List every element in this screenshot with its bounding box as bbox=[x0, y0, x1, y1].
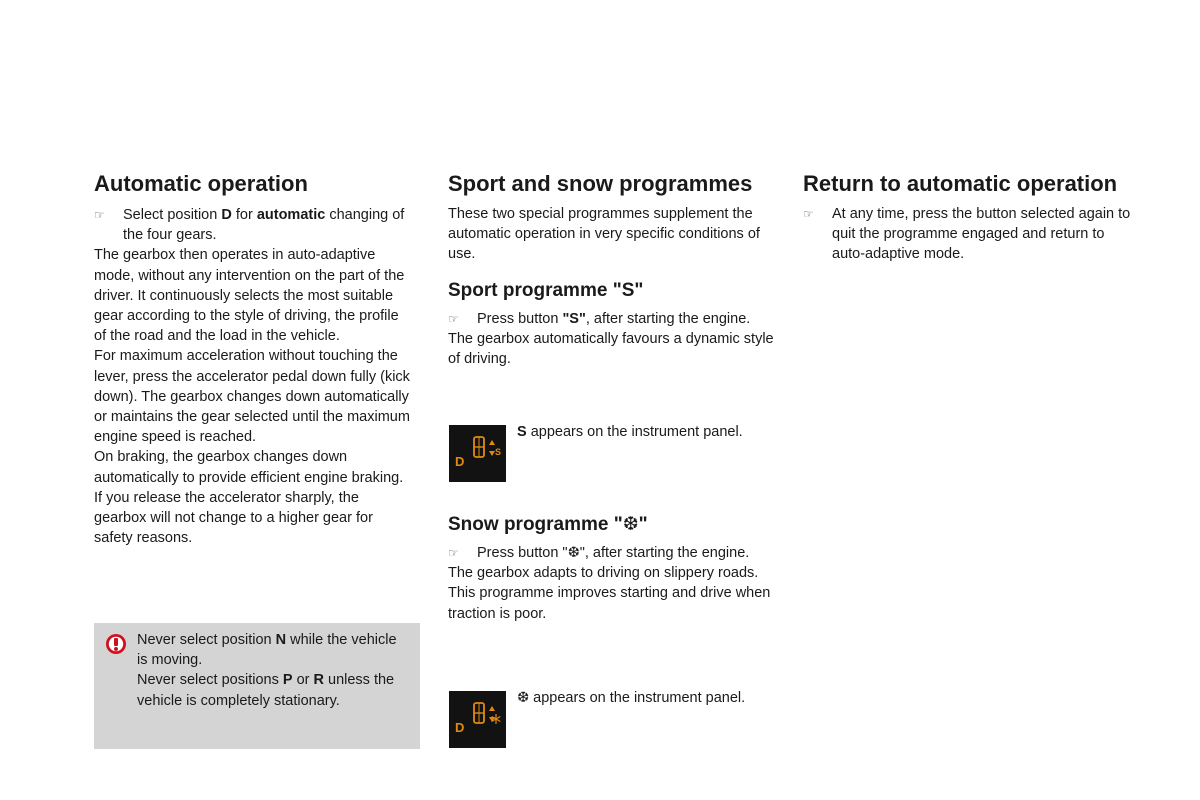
paragraph-braking: On braking, the gearbox changes down automatically to provide efficient engine braking. bbox=[94, 449, 404, 486]
gearbox-display-icon bbox=[449, 425, 506, 482]
column-return-automatic bbox=[803, 172, 1133, 265]
bullet-quit-programme: ☞ At any time, press the button selected again to quit the programme engaged and return to auto-adaptive mode. bbox=[803, 206, 1131, 263]
svg-text:D: D bbox=[455, 454, 465, 469]
pointing-hand-icon: ☞ bbox=[448, 311, 459, 326]
svg-text:D: D bbox=[455, 720, 465, 735]
warning-line-n: Never select position N while the vehicle is moving. bbox=[137, 632, 397, 669]
heading-sport-snow: Sport and snow programmes bbox=[448, 171, 753, 196]
bullet-select-position-d: ☞ Select position D for automatic changing of the four gears. bbox=[94, 207, 405, 244]
warning-line-p-r: Never select positions P or R unless the vehicle is completely stationary. bbox=[137, 672, 395, 709]
bullet-press-s: ☞ Press button "S", after starting the engine. bbox=[448, 309, 778, 329]
heading-sport-programme: Sport programme "S" bbox=[448, 279, 644, 301]
column-sport-snow bbox=[448, 172, 778, 369]
paragraph-release-accelerator: If you release the accelerator sharply, the gearbox will not change to a higher gear for safety reasons. bbox=[94, 489, 373, 547]
gearbox-display-icon bbox=[449, 691, 506, 748]
section-snow-programme bbox=[448, 514, 778, 624]
caption-sport-panel: S appears on the instrument panel. bbox=[517, 424, 743, 440]
warning-box bbox=[94, 623, 420, 749]
paragraph-kick-down: For maximum acceleration without touching the lever, press the accelerator pedal down fully (kick down). The gearbox changes down automatically or maintains the gear selected until the maximum engine speed is reached. bbox=[94, 348, 410, 446]
pointing-hand-icon: ☞ bbox=[448, 546, 459, 560]
paragraph-sport-dynamic: The gearbox automatically favours a dynamic style of driving. bbox=[448, 330, 774, 368]
heading-return-automatic: Return to automatic operation bbox=[803, 171, 1118, 196]
paragraph-auto-adaptive: The gearbox then operates in auto-adaptive mode, without any intervention on the part of the driver. It continuously selects the most suitable gear according to the style of driving, the profile of the road and the load in the vehicle. bbox=[94, 247, 405, 345]
column-automatic-operation bbox=[94, 172, 410, 548]
paragraph-snow-slippery: The gearbox adapts to driving on slippery roads. bbox=[448, 565, 759, 582]
heading-snow-programme: Snow programme "❆" bbox=[448, 514, 648, 535]
exclamation-warning-icon bbox=[105, 633, 127, 655]
paragraph-intro: These two special programmes supplement the automatic operation in very specific conditions of use. bbox=[448, 206, 760, 263]
pointing-hand-icon: ☞ bbox=[803, 207, 814, 221]
pointing-hand-icon: ☞ bbox=[94, 208, 105, 222]
paragraph-snow-traction: This programme improves starting and drive when traction is poor. bbox=[448, 585, 771, 622]
svg-text:S: S bbox=[495, 447, 502, 457]
bullet-press-snow: ☞ Press button "❆", after starting the engine. bbox=[448, 543, 778, 563]
caption-snow-panel: ❆ appears on the instrument panel. bbox=[517, 690, 746, 706]
heading-automatic-operation: Automatic operation bbox=[94, 171, 308, 196]
